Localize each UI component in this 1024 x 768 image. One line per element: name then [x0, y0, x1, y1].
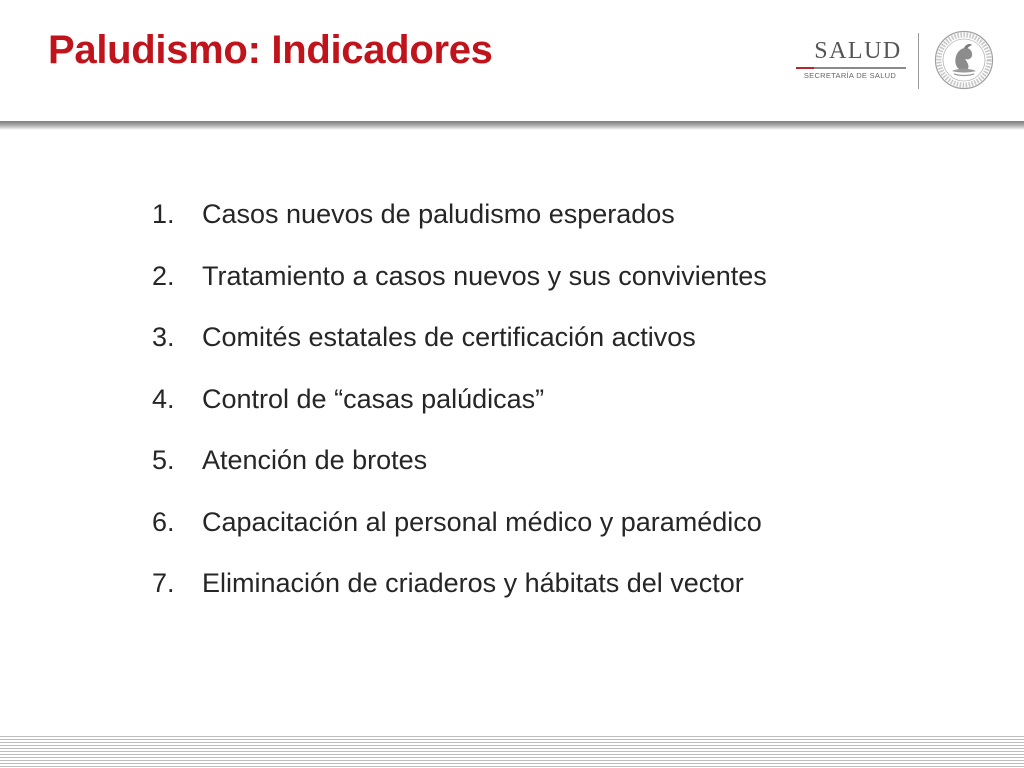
list-item-number: 3. [152, 322, 175, 352]
salud-logo-rule [796, 67, 906, 69]
salud-logo-subtitle: SECRETARÍA DE SALUD [803, 71, 897, 80]
list-item-number: 4. [152, 383, 175, 414]
list-item-text: Comités estatales de certificación activos [202, 322, 696, 352]
list-item-number: 1. [152, 199, 175, 229]
list-item-number: 6. [152, 506, 175, 537]
logo-divider [918, 33, 919, 89]
list-item-text: Capacitación al personal médico y paramédico [202, 506, 762, 537]
list-item-text: Tratamiento a casos nuevos y sus convivientes [202, 260, 767, 291]
header-divider [0, 121, 1024, 130]
list-item-text: Atención de brotes [202, 445, 428, 475]
salud-logo [792, 38, 908, 84]
salud-logo-wordmark: SALUD [814, 38, 902, 64]
slide-title: Paludismo: Indicadores [48, 28, 493, 72]
mexico-seal-icon [934, 30, 994, 90]
list-item-text: Control de “casas palúdicas” [202, 383, 545, 414]
list-item-text: Eliminación de criaderos y hábitats del vector [202, 568, 744, 598]
list-item-number: 7. [152, 568, 175, 598]
footer-stripes [0, 736, 1024, 768]
list-item-number: 2. [152, 260, 175, 291]
list-item-text: Casos nuevos de paludismo esperados [202, 199, 675, 229]
list-item-number: 5. [152, 445, 175, 475]
